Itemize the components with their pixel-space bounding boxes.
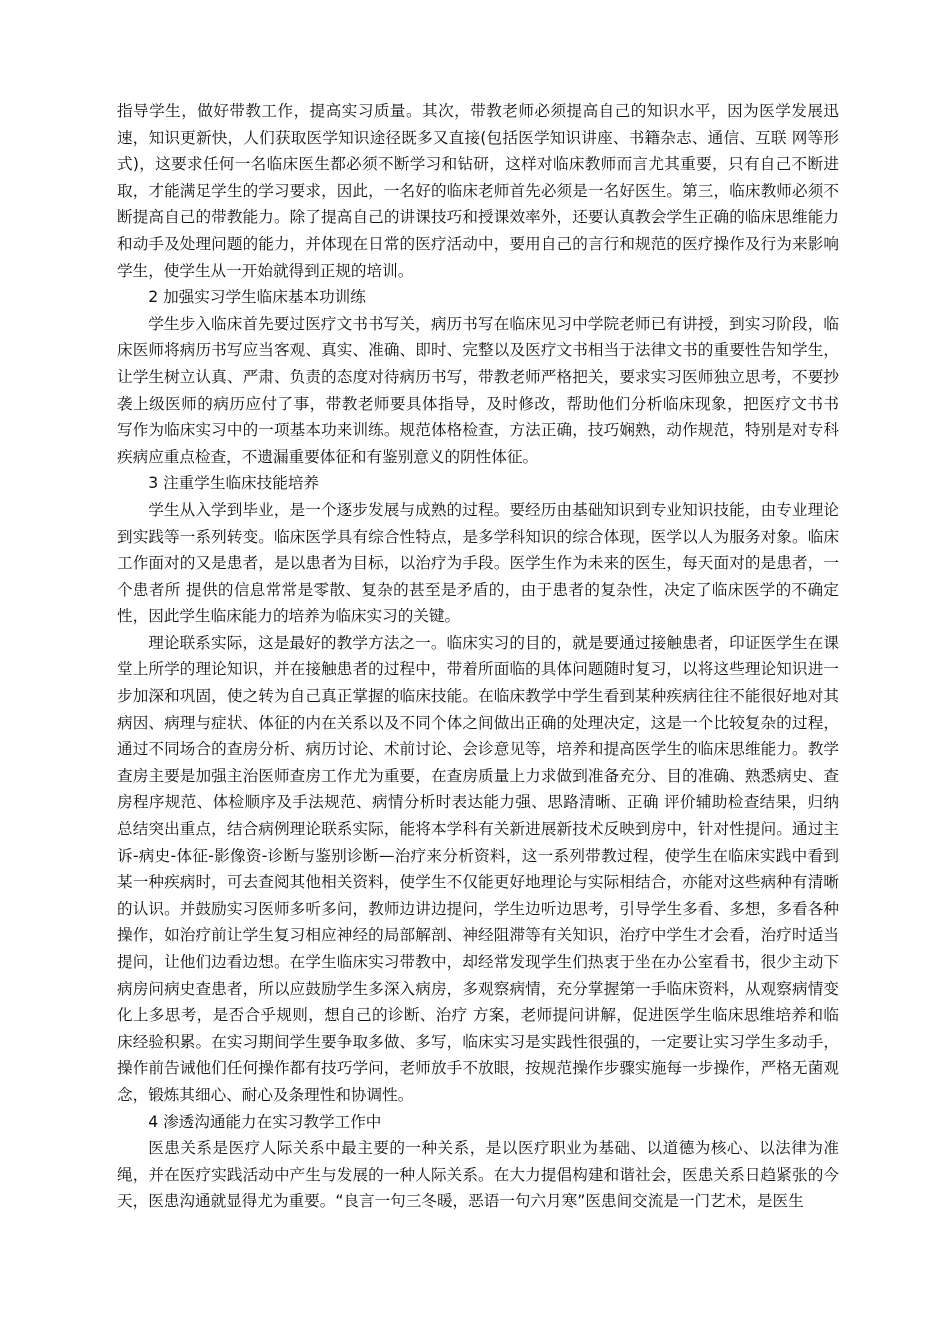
paragraph-theory-practice: 理论联系实际，这是最好的教学方法之一。临床实习的目的，就是要通过接触患者，印证医学生在课堂上所学的理论知识，并在接触患者的过程中，带着所面临的具体问题随时复习，以将这些理论知识进一步加深和巩固，使之转为自己真正掌握的临床技能。在临床教学中学生看到某种疾病往往不能很好地对其病因、病理与症状、体征的内在关系以及不同个体之间做出正确的处理决定，这是一个比较复杂的过程，通过不同场合的查房分析、病历讨论、术前讨论、会诊意见等，培养和提高医学生的临床思维能力。教学查房主要是加强主治医师查房工作尤为重要，在查房质量上力求做到准备充分、目的准确、熟悉病史、查房程序规范、体检顺序及手法规范、病情分析时表达能力强、思路清晰、正确 评价辅助检查结果，归纳 总结突出重点，结合病例理论联系实际，能将本学科有关新进展新技术反映到房中，针对性提问。通过主诉-病史-体征-影像资-诊断与鉴别诊断—治疗来分析资料，这一系列带教过程，使学生在临床实践中看到某一种疾病时，可去查阅其他相关资料，使学生不仅能更好地理论与实际相结合，亦能对这些病种有清晰的认识。并鼓励实习医师多听多问，教师边讲边提问，学生边听边思考，引导学生多看、多想，多看各种操作，如治疗前让学生复习相应神经的局部解剖、神经阻滞等有关知识，治疗中学生才会看，治疗时适当提问，让他们边看边想。在学生临床实习带教中，却经常发现学生们热衷于坐在办公室看书，很少主动下病房问病史查患者，所以应鼓励学生多深入病房，多观察病情，充分掌握第一手临床资料，从观察病情变化上多思考，是否合乎规则，想自己的诊断、治疗 方案，老师提问讲解，促进医学生临床思维培养和临床经验积累。在实习期间学生要争取多做、多写，临床实习是实践性很强的，一定要让实习学生多动手，操作前告诫他们任何操作都有技巧学问，老师放手不放眼，按规范操作步骤实施每一步操作，严格无菌观念，锻炼其细心、耐心及条理性和协调性。: [117, 633, 839, 1104]
section-heading-2: 2 加强实习学生临床基本功训练: [148, 288, 366, 307]
paragraph-teacher-quality: 指导学生，做好带教工作，提高实习质量。其次，带教老师必须提高自己的知识水平，因为医学发展迅速，知识更新快，人们获取医学知识途径既多又直接(包括医学知识讲座、书籍杂志、通信、互联 网等形式)，这要求任何一名临床医生都必须不断学习和钻研，这样对临床教师而言尤其重要，只有自己不断进取，才能满足学生的学习要求，因此，一名好的临床老师首先必须是一名好医生。第三，临床教师必须不断提高自己的带教能力。除了提高自己的讲课技巧和授课效率外，还要认真教会学生正确的临床思维能力和动手及处理问题的能力，并体现在日常的医疗活动中，要用自己的言行和规范的医疗操作及行为来影响学生，使学生从一开始就得到正规的培训。: [117, 102, 839, 280]
document-body: [117, 98, 839, 1215]
paragraph-basic-training: 学生步入临床首先要过医疗文书书写关，病历书写在临床见习中学院老师已有讲授，到实习阶段，临床医师将病历书写应当客观、真实、准确、即时、完整以及医疗文书相当于法律文书的重要性告知学生，让学生树立认真、严肃、负责的态度对待病历书写，带教老师严格把关，要求实习医师独立思考，不要抄袭上级医师的病历应付了事，带教老师要具体指导，及时修改，帮助他们分析临床现象，把医疗文书书 写作为临床实习中的一项基本功来训练。规范体格检查，方法正确，技巧娴熟，动作规范，特别是对专科疾病应重点检查，不遗漏重要体征和有鉴别意义的阴性体征。: [117, 314, 839, 466]
paragraph-clinical-skills: 学生从入学到毕业，是一个逐步发展与成熟的过程。要经历由基础知识到专业知识技能，由专业理论到实践等一系列转变。临床医学具有综合性特点，是多学科知识的综合体现，医学以人为服务对象。临床工作面对的又是患者，是以患者为目标，以治疗为手段。医学生作为未来的医生，每天面对的是患者，一个患者所 提供的信息常常是零散、复杂的甚至是矛盾的，由于患者的复杂性，决定了临床医学的不确定性，因此学生临床能力的培养为临床实习的关键。: [117, 500, 839, 626]
section-heading-3: 3 注重学生临床技能培养: [148, 474, 320, 493]
paragraph-communication: 医患关系是医疗人际关系中最主要的一种关系，是以医疗职业为基础、以道德为核心、以法律为准绳，并在医疗实践活动中产生与发展的一种人际关系。在大力提倡构建和谐社会，医患关系日趋紧张的今天，医患沟通就显得尤为重要。“良言一句三冬暖，恶语一句六月寒”医患间交流是一门艺术，是医生: [117, 1139, 839, 1211]
section-heading-4: 4 渗透沟通能力在实习教学工作中: [148, 1112, 382, 1131]
